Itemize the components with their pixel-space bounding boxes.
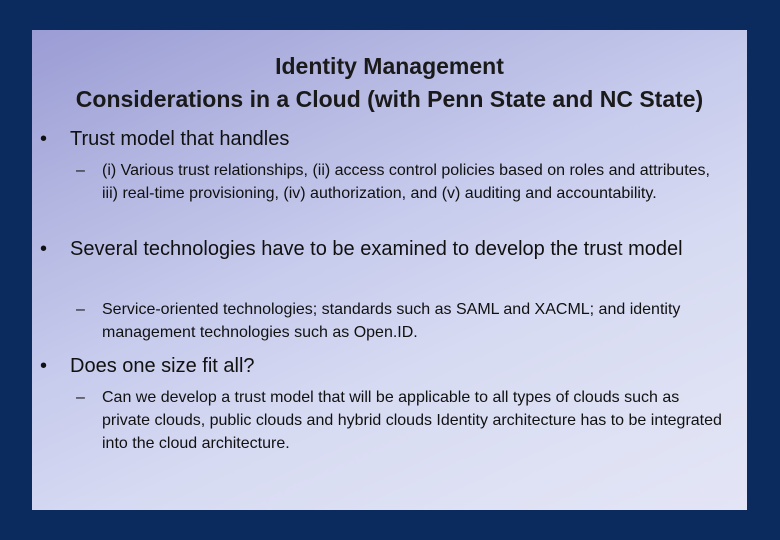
bullet-marker: • [40, 355, 48, 377]
bullet-trust-model [40, 126, 720, 153]
title-line-2: Considerations in a Cloud (with Penn State and NC State) [75, 86, 704, 112]
bullet-text: Several technologies have to be examined to develop the trust model [70, 238, 683, 260]
title-line-1: Identity Management [275, 53, 504, 79]
bullet-one-size [40, 353, 720, 380]
bullet-technologies [40, 236, 720, 263]
sub-bullet-technologies [76, 298, 726, 344]
bullet-text: Trust model that handles [70, 128, 290, 150]
slide-panel [32, 30, 747, 510]
sub-bullet-trust-model [76, 159, 726, 205]
sub-bullet-marker: – [76, 162, 85, 179]
bullet-marker: • [40, 238, 48, 260]
sub-bullet-text: Can we develop a trust model that will be applicable to all types of clouds such as private clouds, public clouds and hybrid clouds Identity architecture has to be integrated into the cloud architecture. [102, 389, 722, 452]
sub-bullet-text: Service-oriented technologies; standards such as SAML and XACML; and identity management technologies such as Open.ID. [102, 301, 681, 341]
bullet-text: Does one size fit all? [70, 355, 255, 377]
slide-title [32, 50, 747, 116]
sub-bullet-one-size [76, 386, 726, 455]
sub-bullet-marker: – [76, 301, 85, 318]
sub-bullet-text: (i) Various trust relationships, (ii) access control policies based on roles and attributes, iii) real-time provisioning, (iv) authorization, and (v) auditing and accountability. [102, 162, 710, 202]
bullet-marker: • [40, 128, 48, 150]
sub-bullet-marker: – [76, 389, 85, 406]
